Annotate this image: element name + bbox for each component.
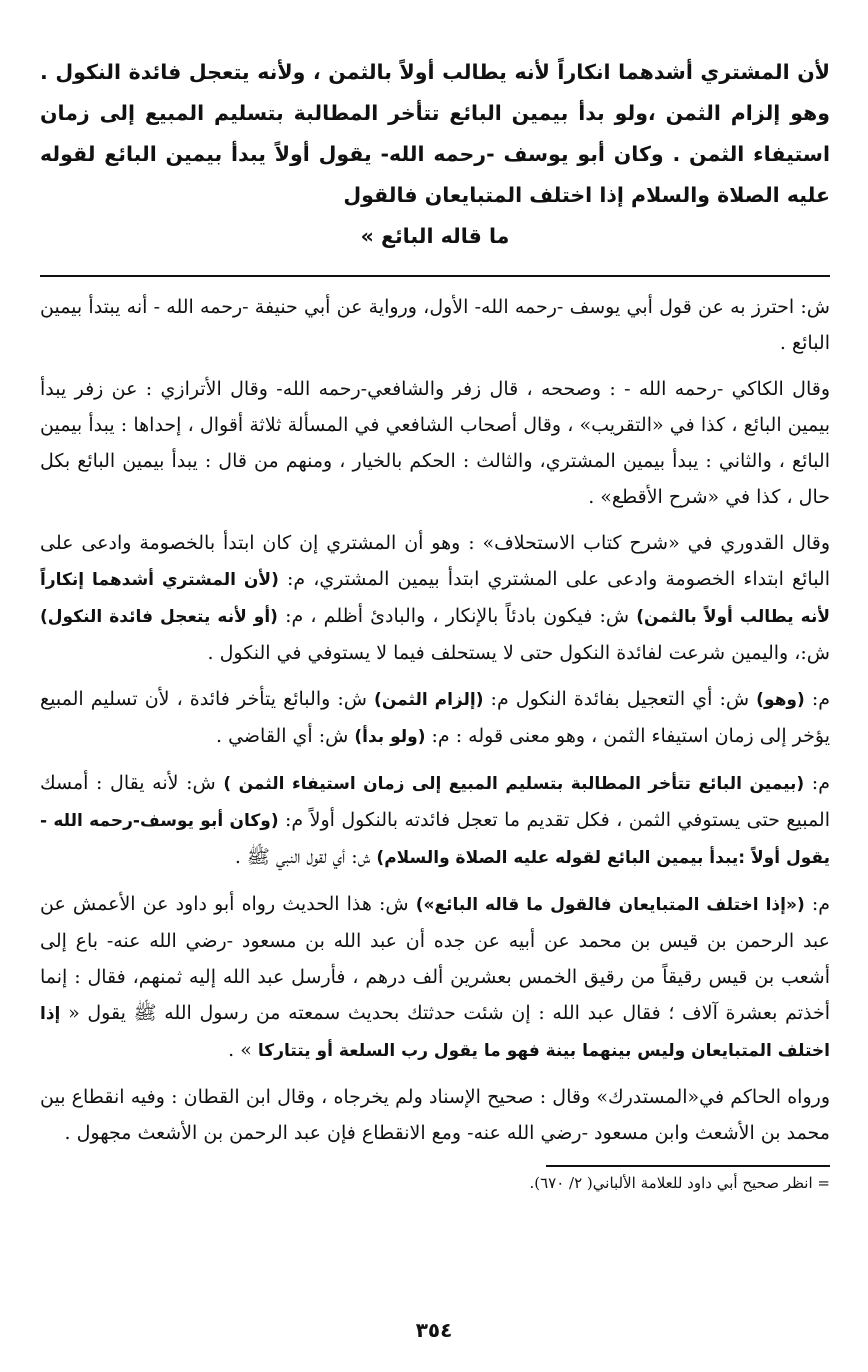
commentary-text: م: [804,893,830,915]
commentary-text: ش: أي القاضي . [215,725,349,747]
page-body [40,52,830,1195]
commentary-text: ش: لأنه يقال : أمسك المبيع حتى يستوفي الثمن ، فكل تقديم ما تعجل فائدته بالنكول أولاً م: [40,772,830,831]
commentary-text: م: [804,688,830,710]
quoted-matn: إذا اختلف المتبايعان وليس بينهما بينة فهو ما يقول رب السلعة أو يتتاركا [40,1004,830,1061]
footnote-divider [546,1165,830,1167]
commentary-text: م: [804,772,830,794]
matn-last-line: ما قاله البائع » [360,224,510,248]
commentary-paragraph [40,681,830,755]
commentary-text: ورواه الحاكم في«المستدرك» وقال : صحيح الإسناد ولم يخرجاه ، وقال ابن القطان : وفيه انقطاع بين محمد بن الأشعث وابن مسعود -رضي الله عنه- ومع الانقطاع فإن عبد الرحمن بن الأشعث مجهول . [40,1086,830,1144]
quoted-matn: (بيمين البائع تتأخر المطالبة بتسليم المبيع إلى زمان استيفاء الثمن ) [223,774,805,794]
quoted-matn: (لأن المشتري أشدهما إنكاراً لأنه يطالب أولاً بالثمن) [40,570,830,627]
commentary-text: ش: أي التعجيل بفائدة النكول م: [483,688,750,710]
commentary-text: وقال الكاكي -رحمه الله - : وصححه ، قال زفر والشافعي-رحمه الله- وقال الأترازي : عن زفر يبدأ بيمين البائع ، كذا في «التقريب» ، وقال أصحاب الشافعي في المسألة ثلاثة أقوال ، إحداها : يبدأ بيمين البائع ، والثاني : يبدأ بيمين المشتري، والثالث : الحكم بالخيار ، ومنهم من قال : يبدأ بيمين البائع بكل حال ، كذا في «شرح الأقطع» . [40,378,830,508]
commentary [40,289,830,1151]
commentary-text: ش: احترز به عن قول أبي يوسف -رحمه الله- الأول، ورواية عن أبي حنيفة -رحمه الله - أنه يبتدأ بيمين البائع . [40,296,830,354]
commentary-text: ش: أي لقول النبي ﷺ . [234,846,371,868]
commentary-text: ش: والبائع يتأخر فائدة ، لأن تسليم المبيع يؤخر إلى زمان استيفاء الثمن ، وهو معنى قوله : م: [40,688,830,747]
commentary-paragraph [40,886,830,1069]
quoted-matn: (ولو بدأ) [354,727,426,747]
matn-line: -رحمه الله- يقول أولاً يبدأ بيمين البائع لقوله عليه الصلاة والسلام إذا اختلف المتبايعان فالقول [40,142,830,207]
page-number: ٣٥٤ [415,1318,453,1342]
matn-divider [40,275,830,277]
commentary-paragraph [40,765,830,876]
matn-line: الثمن ،ولو بدأ بيمين البائع تتأخر المطالبة بتسليم المبيع إلى زمان استيفاء الثمن . وكان أبو يوسف [40,101,830,166]
commentary-text: ش:، واليمين شرعت لفائدة النكول حتى لا يستحلف فيما لا يستوفي في النكول . [207,642,830,664]
commentary-paragraph [40,289,830,361]
quoted-matn: (أو لأنه يتعجل فائدة النكول) [40,607,278,627]
quoted-matn: (إلزام الثمن) [374,690,484,710]
quoted-matn: («إذا اختلف المتبايعان فالقول ما قاله البائع») [415,895,805,915]
commentary-paragraph [40,525,830,671]
matn-text [40,52,830,257]
commentary-text: » . [228,1039,252,1061]
commentary-text: وقال القدوري في «شرح كتاب الاستحلاف» : وهو أن المشتري إن كان ابتدأ بالخصومة وادعى على البائع ابتداء الخصومة وادعى على المشتري ابتدأ بيمين المشتري، م: [40,532,830,590]
commentary-text: ش: فيكون بادئاً بالإنكار ، والبادئ أظلم ، م: [277,605,630,627]
commentary-text: ش: هذا الحديث رواه أبو داود عن الأعمش عن عبد الرحمن بن قيس بن محمد عن أبيه عن جده أن عبد الله بن مسعود -رضي الله عنه- باع إلى أشعب بن قيس رقيقاً من رقيق الخمس بعشرين ألف درهم ، فأرسل عبد الله إليه ثمنهم، فقال : إنما أخذتم بعشرة آلاف ؛ فقال عبد الله : إن شئت حدثتك بحديث سمعته من رسول الله ﷺ يقول « [40,893,830,1024]
commentary-paragraph [40,1079,830,1151]
matn-line: لأن المشتري أشدهما انكاراً لأنه يطالب أولاً بالثمن ، ولأنه يتعجل فائدة النكول . وهو إلزام [40,60,831,125]
commentary-paragraph [40,371,830,515]
quoted-matn: (وهو) [756,690,805,710]
footnote: = انظر صحيح أبي داود للعلامة الألباني( ٢/ ٦٧٠). [529,1174,830,1192]
quoted-matn: (وكان أبو يوسف-رحمه الله - يقول أولاً :يبدأ بيمين البائع لقوله عليه الصلاة والسلام) [40,811,830,868]
